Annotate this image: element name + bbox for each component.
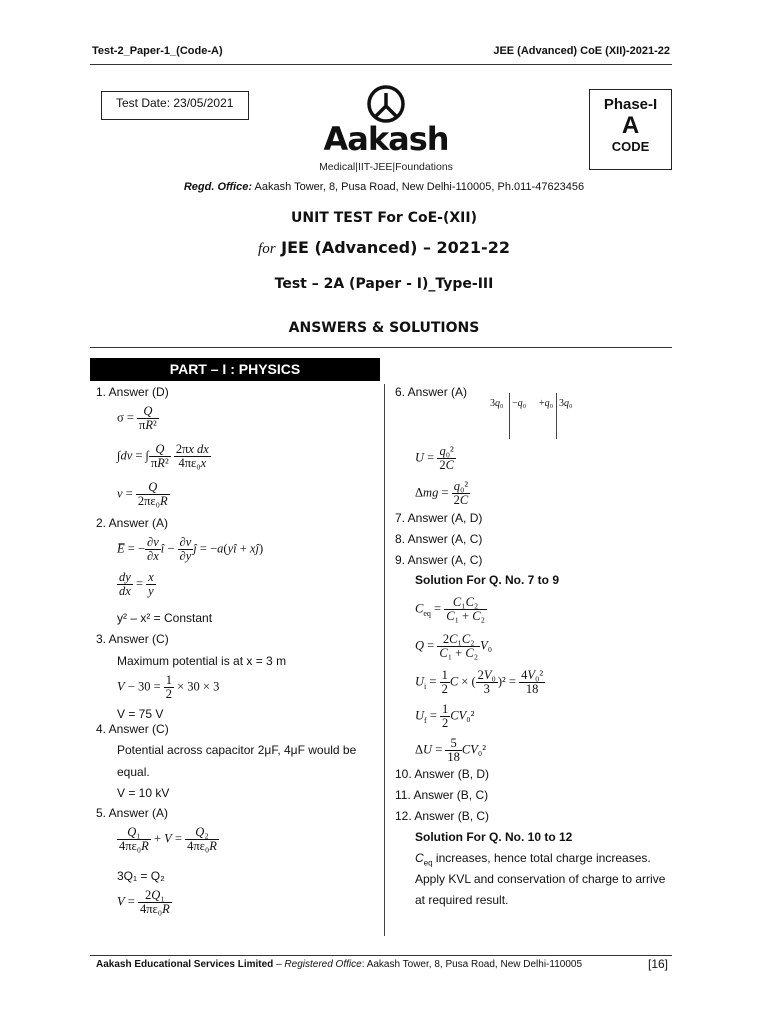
answer-q11: 11. Answer (B, C) xyxy=(395,788,489,802)
eq-dU: ΔU = $\frac{5}{18}$ CV₀² xyxy=(415,736,486,764)
regd-label: Regd. Office: xyxy=(183,181,253,193)
q2-constant: y² – x² = Constant xyxy=(117,611,213,625)
eq-mg: Δmg = $\frac{\text{q₀²}}{2C}$ xyxy=(415,479,469,507)
header-left: Test-2_Paper-1_(Code-A) xyxy=(92,45,223,57)
answer-q2: 2. Answer (A) xyxy=(96,516,169,530)
title-line1: UNIT TEST For CoE-(XII) xyxy=(290,210,477,226)
answer-q9: 9. Answer (A, C) xyxy=(395,553,483,567)
title-line3: Test – 2A (Paper - I)_Type-III xyxy=(274,276,494,292)
header-right: JEE (Advanced) CoE (XII)-2021-22 xyxy=(493,45,670,57)
q3-v: V = 75 V xyxy=(117,707,164,721)
footer-rule xyxy=(90,955,672,956)
sol-text1-rest: increases, hence total charge increases. xyxy=(432,851,651,865)
title-for: for xyxy=(258,241,276,257)
eq-v1: v = $\frac{Q}{\text{2πε₀R}}$ xyxy=(117,480,168,508)
sol-text2: Apply KVL and conservation of charge to arrive xyxy=(415,872,666,886)
footer-reg-text: : Aakash Tower, 8, Pusa Road, New Delhi-110005 xyxy=(361,959,583,970)
plate-1 xyxy=(509,393,510,439)
charge-neg-q0: −q₀ xyxy=(512,398,527,409)
answer-q1: 1. Answer (D) xyxy=(96,385,169,399)
test-date-box xyxy=(101,91,249,120)
code-letter: A xyxy=(621,112,640,139)
answer-q7: 7. Answer (A, D) xyxy=(395,511,483,525)
eq-v-q5: V = $\frac{\text{2Q₁}}{\text{4πε₀R}}$ xyxy=(117,888,170,916)
answer-q3: 3. Answer (C) xyxy=(96,632,169,646)
title-line2 xyxy=(0,238,768,258)
sol-text3: at required result. xyxy=(415,893,509,907)
title-jee: JEE (Advanced) – 2021-22 xyxy=(281,238,510,257)
phase-code-box xyxy=(589,89,672,170)
charge-diagram xyxy=(490,393,580,443)
answer-q5: 5. Answer (A) xyxy=(96,806,169,820)
eq-Q: Q = $\frac{\text{2C₁C₂}}{\text{C₁ + C₂}}$ V₀ xyxy=(415,632,493,660)
logo-tagline: Medical|IIT-JEE|Foundations xyxy=(319,161,453,173)
eq-sigma: σ = $\frac{Q}{\text{πR²}}$ xyxy=(117,404,157,432)
logo-wordmark: Aakash xyxy=(323,120,449,158)
test-date: Test Date: 23/05/2021 xyxy=(116,96,234,110)
q4-text1: Potential across capacitor 2μF, 4μF would be xyxy=(117,743,357,757)
code-label: CODE xyxy=(611,139,650,154)
title-rule xyxy=(90,347,672,348)
footer-reg-label: Registered Office xyxy=(284,959,362,970)
answer-q10: 10. Answer (B, D) xyxy=(395,767,490,781)
regd-text: Aakash Tower, 8, Pusa Road, New Delhi-110005, Ph.011-47623456 xyxy=(252,181,585,193)
regd-office xyxy=(0,181,768,193)
plate-2 xyxy=(556,393,557,439)
eq-v30: V − 30 = $\frac{1}{2}$ × 30 × 3 xyxy=(117,673,220,701)
charge-3q0-right: 3q₀ xyxy=(559,398,573,409)
phase-label: Phase-I xyxy=(603,96,658,113)
eq-efield: E̅ = − $\frac{\partial v}{\partial x}$ î − $\frac{\partial v}{\partial y}$ ĵ = −a(yî + xĵ) xyxy=(117,535,264,563)
footer-dash: – xyxy=(273,959,285,970)
ceq-c: C xyxy=(415,851,424,865)
page-number: [16] xyxy=(648,957,669,971)
answer-q4: 4. Answer (C) xyxy=(96,722,169,736)
title-line4: ANSWERS & SOLUTIONS xyxy=(288,320,480,336)
solution-10-12: Solution For Q. No. 10 to 12 xyxy=(415,830,573,844)
eq-Uf: $U_f$ = $\frac{1}{2}$ CV₀² xyxy=(415,702,475,730)
column-divider xyxy=(384,384,385,936)
footer-text xyxy=(96,959,582,970)
q4-v: V = 10 kV xyxy=(117,786,170,800)
header-rule xyxy=(90,64,672,65)
eq-dydx: $\frac{dy}{dx}$ = $\frac{x}{y}$ xyxy=(119,570,154,598)
ceq-sub: eq xyxy=(423,858,433,868)
charge-3q0-left: 3q₀ xyxy=(490,398,504,409)
eq-U: U = $\frac{\text{q₀²}}{2C}$ xyxy=(415,444,454,472)
eq-q5: $\frac{\text{Q₁}}{\text{4πε₀R}}$ + V = $\frac{\text{Q₂}}{\text{4πε₀R}}$ xyxy=(119,825,217,853)
eq-ceq: $C_{eq}$ = $\frac{\text{C₁C₂}}{\text{C₁ + C₂}}$ xyxy=(415,595,485,623)
aakash-logo xyxy=(312,84,460,176)
sol-text1 xyxy=(415,851,651,867)
part-heading: PART – I : PHYSICS xyxy=(90,358,380,381)
answer-q12: 12. Answer (B, C) xyxy=(395,809,490,823)
eq-Ui: $U_i$ = $\frac{1}{2}$ C × ( $\frac{\text{2V₀}}{3}$ )² = $\frac{\text{4V₀²}}{18}$ xyxy=(415,668,544,696)
solution-7-9: Solution For Q. No. 7 to 9 xyxy=(415,573,559,587)
q4-text2: equal. xyxy=(117,765,150,779)
answer-q6: 6. Answer (A) xyxy=(395,385,468,399)
footer-company: Aakash Educational Services Limited xyxy=(96,959,274,970)
q5-relation: 3Q₁ = Q₂ xyxy=(117,869,165,883)
q3-text: Maximum potential is at x = 3 m xyxy=(117,654,287,668)
eq-integral: ∫dv = ∫ $\frac{Q}{\text{πR²}}$ $\frac{\text{2πx dx}}{\text{4πε₀x}}$ xyxy=(117,442,209,470)
charge-pos-q0: +q₀ xyxy=(539,398,554,409)
answer-q8: 8. Answer (A, C) xyxy=(395,532,483,546)
